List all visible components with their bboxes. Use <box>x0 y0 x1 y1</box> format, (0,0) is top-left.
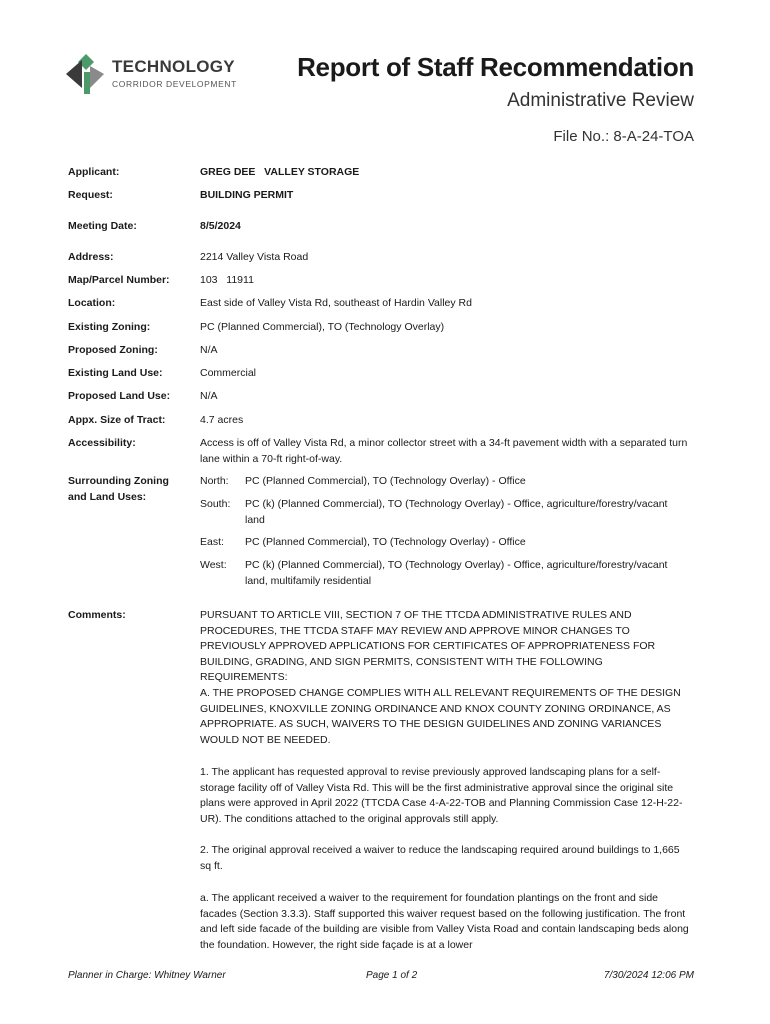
footer-planner: Planner in Charge: Whitney Warner <box>68 970 226 981</box>
comment-paragraph: 1. The applicant has requested approval to revise previously approved landscaping plans for a self-storage facility off of Valley Vista Rd. This will be the first administrative approval since the original site plans were approved in April 2022 (TTCDA Case 4-A-22-TOB and Planning Commission Case 12-H-22-UR). The conditions attached to the original approvals still apply. <box>200 766 683 825</box>
field-value: East side of Valley Vista Rd, southeast of Hardin Valley Rd <box>200 297 472 309</box>
field-label: Existing Land Use: <box>68 367 163 379</box>
footer-page-number: Page 1 of 2 <box>366 970 418 981</box>
field-label: Proposed Zoning: <box>68 344 158 356</box>
comment-paragraph: 2. The original approval received a waiver to reduce the landscaping required around buildings to 1,665 sq ft. <box>200 844 680 872</box>
field-label: Map/Parcel Number: <box>68 274 170 286</box>
field-label: Location: <box>68 297 116 309</box>
comment-paragraph: PURSUANT TO ARTICLE VIII, SECTION 7 OF THE TTCDA ADMINISTRATIVE RULES AND PROCEDURES, THE TTCDA STAFF MAY REVIEW AND APPROVE MINOR CHANGES TO PREVIOUSLY APPROVED APPLICATIONS FOR CERTIFICATES OF APPROPRIATENESS FOR BUILDING, GRADING, AND SIGN PERMITS, CONSISTENT WITH THE FOLLOWING REQUIREMENTS: <box>200 609 656 683</box>
field-value: 8/5/2024 <box>200 220 241 232</box>
logo-subtitle: CORRIDOR DEVELOPMENT <box>112 79 237 89</box>
report-subtitle: Administrative Review <box>507 90 694 111</box>
field-value: 2214 Valley Vista Road <box>200 251 309 263</box>
field-label: Address: <box>68 251 114 263</box>
direction-value: PC (k) (Planned Commercial), TO (Technology Overlay) - Office, agriculture/forestry/vacant land, multifamily residential <box>245 559 668 587</box>
field-label: Existing Zoning: <box>68 321 151 333</box>
direction-label: West: <box>200 559 227 571</box>
field-label: Appx. Size of Tract: <box>68 414 166 426</box>
field-label: Meeting Date: <box>68 220 137 232</box>
direction-value: PC (Planned Commercial), TO (Technology Overlay) - Office <box>245 536 526 548</box>
field-label-line: Surrounding Zoning <box>68 475 169 487</box>
field-label: Proposed Land Use: <box>68 390 171 402</box>
field-value: Commercial <box>200 367 257 379</box>
report-title: Report of Staff Recommendation <box>297 52 694 82</box>
field-value: PC (Planned Commercial), TO (Technology Overlay) <box>200 321 445 333</box>
logo <box>64 52 244 98</box>
footer-date: 7/30/2024 12:06 PM <box>603 970 694 981</box>
direction-value: PC (Planned Commercial), TO (Technology Overlay) - Office <box>245 475 526 487</box>
field-label: Comments: <box>68 609 126 621</box>
direction-value: PC (k) (Planned Commercial), TO (Technology Overlay) - Office, agriculture/forestry/vacant land <box>245 498 668 526</box>
field-value: 103 11911 <box>200 274 254 286</box>
field-value: 4.7 acres <box>200 414 244 426</box>
logo-mark-icon <box>64 52 108 96</box>
field-label: Applicant: <box>68 166 120 178</box>
field-value: GREG DEE VALLEY STORAGE <box>200 166 360 178</box>
direction-label: South: <box>200 498 231 510</box>
field-value: BUILDING PERMIT <box>200 189 294 201</box>
field-value: Access is off of Valley Vista Rd, a minor collector street with a 34-ft pavement width with a separated turn lane within a 70-ft right-of-way. <box>200 437 688 465</box>
comment-paragraph: a. The applicant received a waiver to the requirement for foundation plantings on the front and side facades (Section 3.3.3). Staff supported this waiver request based on the following justification. The front and left side facade of the building are visible from Valley Vista Road and contain landscaping beds along the foundation. However, the right side façade is at a lower <box>200 892 689 951</box>
field-value: N/A <box>200 344 218 356</box>
file-number: File No.: 8-A-24-TOA <box>553 128 694 145</box>
field-label: Request: <box>68 189 113 201</box>
field-label-line: and Land Uses: <box>68 490 147 503</box>
field-value: N/A <box>200 390 218 402</box>
direction-label: North: <box>200 475 229 487</box>
direction-label: East: <box>200 536 224 548</box>
field-label: Accessibility: <box>68 437 136 449</box>
comment-paragraph: A. THE PROPOSED CHANGE COMPLIES WITH ALL RELEVANT REQUIREMENTS OF THE DESIGN GUIDELINES, KNOXVILLE ZONING ORDINANCE AND KNOX COUNTY ZONING ORDINANCE, AS APPROPRIATE. AS SUCH, WAIVERS TO THE DESIGN GUIDELINES AND ZONING VARIANCES WOULD NOT BE NEEDED. <box>200 687 681 746</box>
logo-title: TECHNOLOGY <box>112 57 235 76</box>
field-label <box>68 474 193 505</box>
